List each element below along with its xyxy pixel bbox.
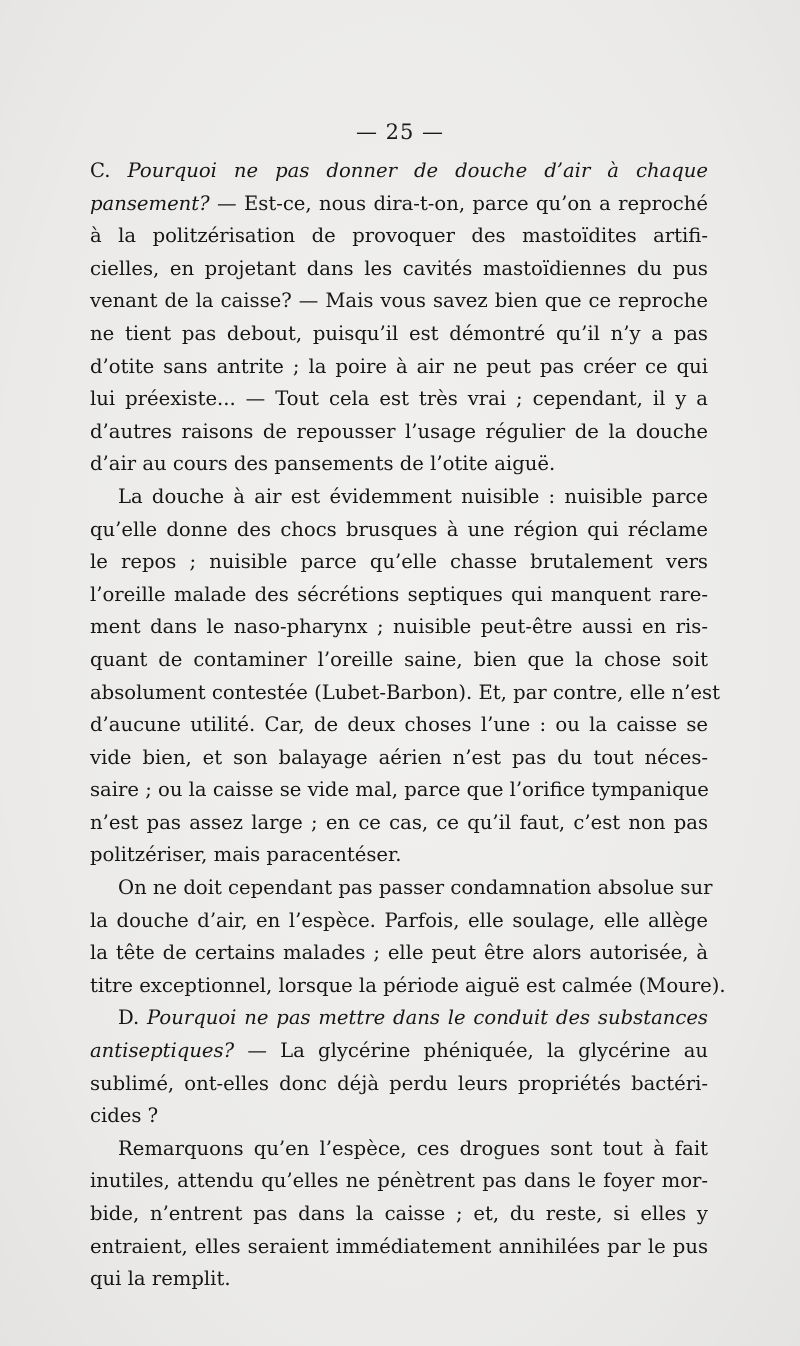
- text-segment: saire ; ou la caisse se vide mal, parce que l’orifice tympanique: [90, 778, 709, 802]
- text-line: [90, 807, 708, 840]
- text-line: [90, 1068, 708, 1101]
- text-segment: C.: [90, 159, 128, 182]
- text-line: [90, 383, 708, 416]
- text-segment: qu’elle donne des chocs brusques à une région qui réclame: [90, 517, 708, 541]
- text-segment: cielles, en projetant dans les cavités mastoïdiennes du pus: [90, 256, 708, 280]
- text-segment: venant de la caisse? — Mais vous savez bien que ce reproche: [90, 289, 708, 313]
- text-segment: à la politzérisation de provoquer des mastoïdites artifi-: [90, 224, 708, 248]
- text-segment: — La glycérine phéniquée, la glycérine au: [234, 1039, 708, 1063]
- text-segment: lui préexiste... — Tout cela est très vrai ; cependant, il y a: [90, 387, 708, 411]
- text-segment: la douche d’air, en l’espèce. Parfois, elle soulage, elle allège: [90, 908, 708, 932]
- text-line: [90, 220, 708, 253]
- text-line: [90, 579, 708, 612]
- text-segment: n’est pas assez large ; en ce cas, ce qu’il faut, c’est non pas: [90, 810, 708, 834]
- text-segment: D.: [118, 1006, 148, 1030]
- text-line: [90, 774, 708, 807]
- text-segment: l’oreille malade des sécrétions septiques qui manquent rare-: [90, 582, 708, 606]
- text-segment: Remarquons qu’en l’espèce, ces drogues sont tout à fait: [118, 1136, 708, 1160]
- text-segment: entraient, elles seraient immédiatement annihilées par le pus: [90, 1234, 708, 1258]
- text-line: [90, 742, 708, 775]
- text-line: [90, 937, 708, 970]
- text-line: [90, 905, 708, 938]
- text-segment: la tête de certains malades ; elle peut être alors autorisée, à: [90, 941, 708, 965]
- text-segment: — Est-ce, nous dira-t-on, parce qu’on a reproché: [209, 191, 708, 215]
- italic-text: Pourquoi ne pas mettre dans le conduit des substances: [147, 1006, 708, 1030]
- page-number: — 25 —: [355, 120, 445, 144]
- text-segment: On ne doit cependant pas passer condamnation absolue sur: [118, 876, 713, 900]
- text-segment: qui la remplit.: [90, 1267, 231, 1291]
- text-segment: d’aucune utilité. Car, de deux choses l’une : ou la caisse se: [90, 713, 708, 737]
- text-line: [90, 1002, 708, 1035]
- text-segment: absolument contestée (Lubet-Barbon). Et, par contre, elle n’est: [90, 680, 720, 704]
- text-segment: vide bien, et son balayage aérien n’est pas du tout néces-: [90, 745, 708, 769]
- text-segment: le repos ; nuisible parce qu’elle chasse brutalement vers: [90, 550, 708, 574]
- text-line: [90, 1133, 708, 1166]
- text-segment: bide, n’entrent pas dans la caisse ; et, du reste, si elles y: [90, 1202, 708, 1225]
- text-line: [90, 188, 708, 221]
- text-line: [90, 285, 708, 318]
- text-segment: politzériser, mais paracentéser.: [90, 843, 402, 867]
- text-segment: quant de contaminer l’oreille saine, bien que la chose soit: [90, 647, 708, 671]
- text-line: [90, 677, 720, 710]
- text-segment: ment dans le naso-pharynx ; nuisible peut-être aussi en ris-: [90, 615, 708, 639]
- text-line: [90, 318, 708, 351]
- text-line: [90, 1263, 708, 1296]
- text-line: [90, 416, 708, 449]
- italic-text: pansement?: [90, 191, 210, 215]
- text-line: [90, 1198, 708, 1231]
- text-line: [90, 1100, 708, 1133]
- text-line: [90, 709, 708, 742]
- text-segment: La douche à air est évidemment nuisible : nuisible parce: [118, 484, 708, 508]
- text-line: [90, 253, 708, 286]
- text-line: [90, 872, 713, 905]
- text-line: [90, 1035, 708, 1068]
- italic-text: antiseptiques?: [90, 1039, 235, 1063]
- body-text: [90, 155, 726, 1296]
- text-line: [90, 481, 708, 514]
- text-segment: titre exceptionnel, lorsque la période aiguë est calmée (Moure).: [90, 973, 726, 997]
- text-line: [90, 546, 708, 579]
- text-line: [90, 1231, 708, 1264]
- text-line: [90, 970, 726, 1003]
- italic-text: Pourquoi ne pas donner de douche d’air à chaque: [127, 159, 709, 182]
- text-line: [90, 839, 708, 872]
- text-segment: d’air au cours des pansements de l’otite aiguë.: [90, 452, 556, 476]
- text-segment: sublimé, ont-elles donc déjà perdu leurs propriétés bactéri-: [90, 1071, 708, 1095]
- text-line: [90, 514, 708, 547]
- text-line: [90, 611, 708, 644]
- text-line: [90, 351, 708, 384]
- text-segment: ne tient pas debout, puisqu’il est démontré qu’il n’y a pas: [90, 321, 708, 345]
- text-line: [90, 448, 708, 481]
- text-line: [90, 1165, 708, 1198]
- text-segment: inutiles, attendu qu’elles ne pénètrent pas dans le foyer mor-: [90, 1169, 708, 1193]
- text-segment: cides ?: [90, 1104, 159, 1128]
- text-line: [90, 155, 708, 188]
- text-segment: d’otite sans antrite ; la poire à air ne peut pas créer ce qui: [90, 354, 708, 378]
- text-line: [90, 644, 708, 677]
- text-segment: d’autres raisons de repousser l’usage régulier de la douche: [90, 419, 708, 443]
